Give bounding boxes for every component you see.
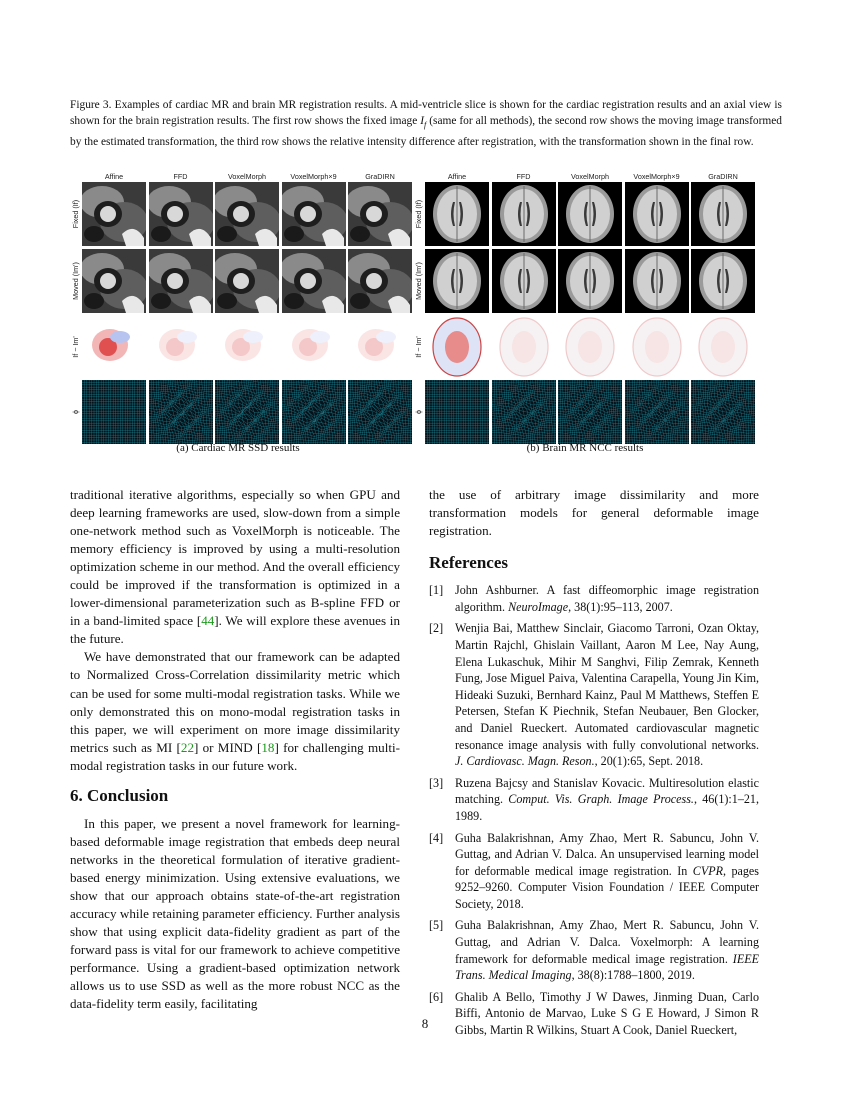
reference-number: [2] xyxy=(429,621,444,636)
brain-image-tile xyxy=(625,380,689,444)
reference-number: [4] xyxy=(429,830,444,845)
cardiac-image-tile xyxy=(82,380,146,444)
brain-image-tile xyxy=(492,315,556,379)
column-label: VoxelMorph×9 xyxy=(290,172,337,181)
cardiac-image-tile xyxy=(215,315,279,379)
cardiac-image-tile xyxy=(149,249,213,313)
brain-image-tile xyxy=(691,182,755,246)
column-label: FFD xyxy=(173,172,188,181)
column-label: GraDIRN xyxy=(365,172,395,181)
cardiac-figure-panel xyxy=(72,172,408,442)
brain-image-tile xyxy=(425,315,489,379)
column-label: VoxelMorph xyxy=(228,172,266,181)
page-number: 8 xyxy=(421,1016,429,1031)
cardiac-image-tile xyxy=(348,182,412,246)
cardiac-image-tile xyxy=(348,380,412,444)
cardiac-image-tile xyxy=(282,315,346,379)
row-label: Moved (Im') xyxy=(414,261,423,300)
cardiac-image-tile xyxy=(149,315,213,379)
cardiac-image-tile xyxy=(149,380,213,444)
reference-list xyxy=(429,582,759,1038)
reference-item: [4] Guha Balakrishnan, Amy Zhao, Mert R. Sabuncu, John V. Guttag, and Adrian V. Dalca. An unsupervised learning model for deformable medical image registration. In CVPR, pages 9252–9260. Computer Vision Foundation / IEEE Computer Society, 2018. xyxy=(429,830,759,911)
brain-image-tile xyxy=(492,249,556,313)
cardiac-image-tile xyxy=(282,380,346,444)
body-paragraph: the use of arbitrary image dissimilarity and more transformation models for general deformable image registration. xyxy=(429,487,759,539)
brain-image-tile xyxy=(625,315,689,379)
reference-number: [5] xyxy=(429,918,444,933)
column-label: VoxelMorph xyxy=(571,172,609,181)
right-column xyxy=(429,486,759,1044)
row-label: ϕ xyxy=(71,409,80,415)
brain-image-tile xyxy=(558,249,622,313)
reference-item: [2] Wenjia Bai, Matthew Sinclair, Giacomo Tarroni, Ozan Oktay, Martin Rajchl, Ghislain Vaillant, Aaron M Lee, Nay Aung, Elena Lukaschuk, Mihir M Sanghvi, Filip Zemrak, Kenneth Fung, Jose Miguel Paiva, Valentina Carapella, Young Jin Kim, Hideaki Suzuki, Bernhard Kainz, Paul M Matthews, Steffen E Petersen, Stefan K Piechnik, Stefan Neubauer, Ben Glocker, and Daniel Rueckert. Automated cardiovascular magnetic resonance image analysis with fully convolutional networks. J. Cardiovasc. Magn. Reson., 20(1):65, Sept. 2018. xyxy=(429,621,759,769)
cardiac-image-tile xyxy=(348,315,412,379)
citation-link[interactable]: 22 xyxy=(180,739,194,755)
figure-caption: Figure 3. Examples of cardiac MR and brain MR registration results. A mid-ventricle slice is shown for the cardiac registration results and an axial view is shown for the brain registration results. The first row shows the fixed image $I_f$ (same for all methods), the second row shows the moving image transformed by the estimated transformation, the third row shows the relative intensity difference after registration, with the transformation shown in the final row. xyxy=(70,99,783,148)
body-paragraph: In this paper, we present a novel framework for learning-based deformable image registration that embeds deep neural networks in the theoretical formulation of iterative gradient-based energy minimization. Using extensive evaluations, we show that our approach obtains state-of-the-art registration accuracy while retaining parameter efficiency. Further analysis show that using explicit data-fidelity gradient as part of the forward pass is vital for our framework to achieve competitive performance. Using a gradient-based optimization network allows us to use SSD as well as the more robust NCC as the data-fidelity term easily, facilitating xyxy=(70,815,400,1012)
reference-number: [6] xyxy=(429,989,444,1004)
brain-image-tile xyxy=(558,315,622,379)
brain-image-tile xyxy=(425,380,489,444)
brain-image-tile xyxy=(558,380,622,444)
cardiac-image-tile xyxy=(215,380,279,444)
brain-image-tile xyxy=(425,249,489,313)
row-label: If − Im' xyxy=(414,336,423,358)
row-label: If − Im' xyxy=(71,336,80,358)
row-label: Fixed (If) xyxy=(71,199,80,229)
cardiac-image-tile xyxy=(348,249,412,313)
subcaption-b: (b) Brain MR NCC results xyxy=(526,442,644,454)
column-label: Affine xyxy=(104,172,124,181)
cardiac-image-tile xyxy=(215,182,279,246)
brain-image-tile xyxy=(625,249,689,313)
cardiac-image-tile xyxy=(215,249,279,313)
row-label: Moved (Im') xyxy=(71,261,80,300)
cardiac-image-tile xyxy=(149,182,213,246)
column-label: FFD xyxy=(516,172,531,181)
left-column xyxy=(70,486,400,1013)
brain-image-tile xyxy=(492,380,556,444)
reference-item: [5] Guha Balakrishnan, Amy Zhao, Mert R. Sabuncu, John V. Guttag, and Adrian V. Dalca. Voxelmorph: A learning framework for deformable medical image registration. IEEE Trans. Medical Imaging, 38(8):1788–1800, 2019. xyxy=(429,918,759,983)
reference-number: [1] xyxy=(429,583,444,598)
brain-figure-panel xyxy=(415,172,755,442)
section-heading: 6. Conclusion xyxy=(70,785,169,805)
brain-image-tile xyxy=(691,315,755,379)
reference-item: [1] John Ashburner. A fast diffeomorphic image registration algorithm. NeuroImage, 38(1):95–113, 2007. xyxy=(429,583,759,614)
reference-item: [3] Ruzena Bajcsy and Stanislav Kovacic. Multiresolution elastic matching. Comput. Vis. Graph. Image Process., 46(1):1–21, 1989. xyxy=(429,775,759,823)
brain-image-tile xyxy=(492,182,556,246)
brain-image-tile xyxy=(625,182,689,246)
reference-number: [3] xyxy=(429,775,444,790)
column-label: VoxelMorph×9 xyxy=(633,172,680,181)
subcaption-a: (a) Cardiac MR SSD results xyxy=(176,442,300,454)
brain-image-tile xyxy=(691,249,755,313)
cardiac-image-tile xyxy=(82,249,146,313)
body-paragraph: traditional iterative algorithms, especially so when GPU and deep learning frameworks are used, slow-down from a simple one-network method such as VoxelMorph is noticeable. The memory efficiency is improved by using a multi-resolution optimization scheme in our method. And the overall efficiency could be improved if the transformation is optimized in a lower-dimensional parameterization such as B-spline FFD or in a band-limited space [44]. We will explore these avenues in the future. xyxy=(70,487,400,647)
brain-image-tile xyxy=(691,380,755,444)
references-heading: References xyxy=(429,553,508,573)
body-paragraph: We have demonstrated that our framework can be adapted to Normalized Cross-Correlation dissimilarity metric which can be used for some multi-modal registration tasks. While we only demonstrated this on mono-modal registration tasks in this paper, we will experiment on more image dissimilarity metrics such as MI [22] or MIND [18] for challenging multi-modal registration tasks in our future work. xyxy=(70,649,400,773)
row-label: ϕ xyxy=(414,409,423,415)
cardiac-image-tile xyxy=(82,182,146,246)
citation-link[interactable]: 44 xyxy=(201,613,215,629)
column-label: GraDIRN xyxy=(708,172,738,181)
reference-item: [6] Ghalib A Bello, Timothy J W Dawes, Jinming Duan, Carlo Biffi, Antonio de Marvao, Luke S G E Howard, J Simon R Gibbs, Martin R Wilkins, Stuart A Cook, Daniel Rueckert, xyxy=(429,989,759,1038)
column-label: Affine xyxy=(447,172,467,181)
cardiac-image-tile xyxy=(282,182,346,246)
brain-image-tile xyxy=(425,182,489,246)
citation-link[interactable]: 18 xyxy=(261,739,275,755)
brain-image-tile xyxy=(558,182,622,246)
row-label: Fixed (If) xyxy=(414,199,423,229)
cardiac-image-tile xyxy=(282,249,346,313)
cardiac-image-tile xyxy=(82,315,146,379)
